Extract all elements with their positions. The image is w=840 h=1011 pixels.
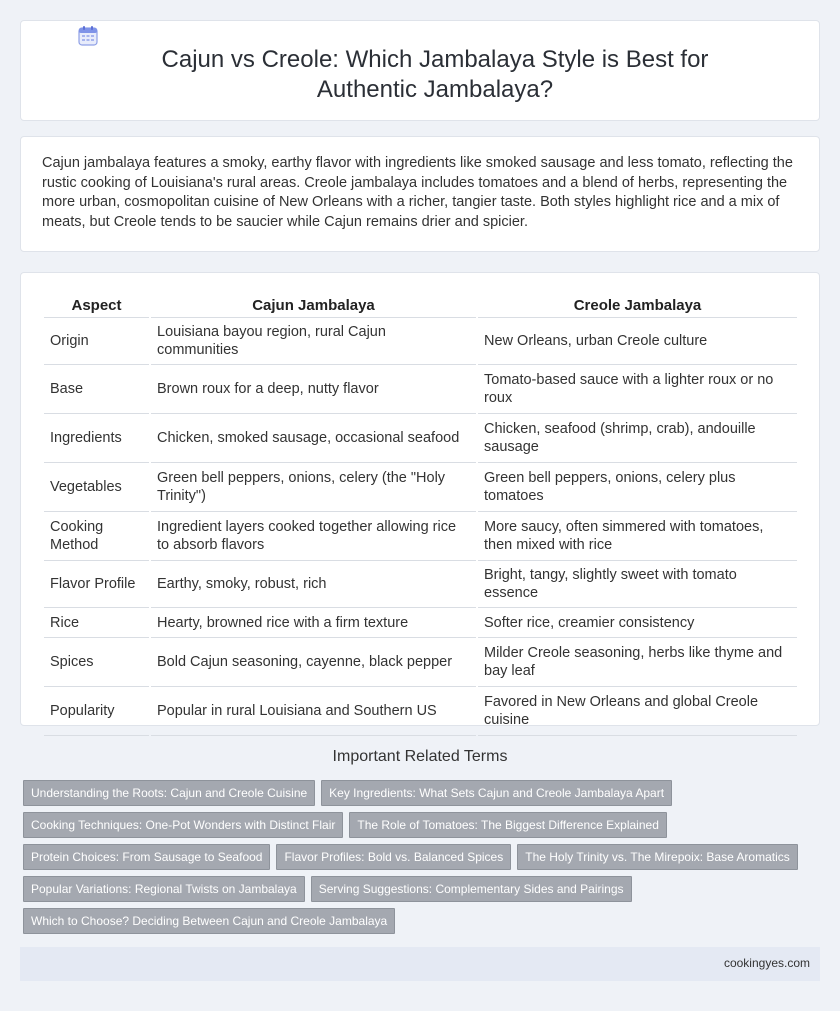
- header-card: [20, 20, 820, 121]
- table-cell: Popular in rural Louisiana and Southern US: [151, 687, 476, 736]
- related-tag[interactable]: Key Ingredients: What Sets Cajun and Creole Jambalaya Apart: [321, 780, 672, 806]
- table-cell: Milder Creole seasoning, herbs like thyme and bay leaf: [478, 638, 797, 687]
- table-row: [44, 608, 797, 638]
- table-cell: Brown roux for a deep, nutty flavor: [151, 365, 476, 414]
- table-cell: Chicken, smoked sausage, occasional seafood: [151, 414, 476, 463]
- table-cell: Flavor Profile: [44, 561, 149, 608]
- table-row: [44, 638, 797, 687]
- table-cell: Hearty, browned rice with a firm texture: [151, 608, 476, 638]
- related-tag[interactable]: Protein Choices: From Sausage to Seafood: [23, 844, 270, 870]
- table-row: [44, 318, 797, 365]
- table-cell: Ingredients: [44, 414, 149, 463]
- tag-row: [23, 908, 803, 940]
- table-cell: Ingredient layers cooked together allowing rice to absorb flavors: [151, 512, 476, 561]
- table-cell: New Orleans, urban Creole culture: [478, 318, 797, 365]
- table-row: [44, 463, 797, 512]
- table-cell: Green bell peppers, onions, celery plus tomatoes: [478, 463, 797, 512]
- table-cell: Vegetables: [44, 463, 149, 512]
- related-tag[interactable]: Understanding the Roots: Cajun and Creole Cuisine: [23, 780, 315, 806]
- table-cell: Origin: [44, 318, 149, 365]
- table-header-row: [44, 293, 797, 318]
- table-cell: Tomato-based sauce with a lighter roux or no roux: [478, 365, 797, 414]
- table-cell: Rice: [44, 608, 149, 638]
- table-cell: Chicken, seafood (shrimp, crab), andouille sausage: [478, 414, 797, 463]
- related-tag[interactable]: Flavor Profiles: Bold vs. Balanced Spices: [276, 844, 511, 870]
- table-cell: Cooking Method: [44, 512, 149, 561]
- tag-row: [23, 876, 803, 908]
- intro-paragraph: Cajun jambalaya features a smoky, earthy flavor with ingredients like smoked sausage and less tomato, reflecting the rustic cooking of Louisiana's rural areas. Creole jambalaya includes tomatoes and a blend of herbs, representing the more urban, cosmopolitan cuisine of New Orleans with a richer, tangier taste. Both styles highlight rice and a mix of meats, but Creole tends to be saucier while Cajun remains drier and spicier.: [42, 155, 793, 230]
- related-tags: [23, 780, 803, 940]
- table-cell: Bold Cajun seasoning, cayenne, black pepper: [151, 638, 476, 687]
- table-cell: Louisiana bayou region, rural Cajun communities: [151, 318, 476, 365]
- related-tag[interactable]: Which to Choose? Deciding Between Cajun and Creole Jambalaya: [23, 908, 395, 934]
- related-tag[interactable]: Serving Suggestions: Complementary Sides and Pairings: [311, 876, 632, 902]
- calendar-icon: [77, 25, 99, 47]
- title-row: [21, 45, 819, 105]
- related-terms-title: Important Related Terms: [332, 748, 508, 765]
- table-row: [44, 687, 797, 736]
- tag-row: [23, 780, 803, 812]
- table-cell: Base: [44, 365, 149, 414]
- table-cell: Earthy, smoky, robust, rich: [151, 561, 476, 608]
- footer-site-link[interactable]: cookingyes.com: [723, 956, 810, 970]
- table-cell: Popularity: [44, 687, 149, 736]
- table-cell: Favored in New Orleans and global Creole cuisine: [478, 687, 797, 736]
- related-tag[interactable]: The Role of Tomatoes: The Biggest Difference Explained: [349, 812, 667, 838]
- tag-row: [23, 844, 803, 876]
- table-row: [44, 365, 797, 414]
- header-cajun: Cajun Jambalaya: [151, 293, 476, 318]
- related-tag[interactable]: Popular Variations: Regional Twists on Jambalaya: [23, 876, 305, 902]
- footer: [20, 947, 820, 981]
- header-aspect: Aspect: [44, 293, 149, 318]
- header-creole: Creole Jambalaya: [478, 293, 797, 318]
- related-tag[interactable]: Cooking Techniques: One-Pot Wonders with Distinct Flair: [23, 812, 343, 838]
- related-tag[interactable]: The Holy Trinity vs. The Mirepoix: Base Aromatics: [517, 844, 798, 870]
- tag-row: [23, 812, 803, 844]
- table-row: [44, 561, 797, 608]
- intro-card: [20, 136, 820, 252]
- table-cell: More saucy, often simmered with tomatoes, then mixed with rice: [478, 512, 797, 561]
- table-cell: Green bell peppers, onions, celery (the "Holy Trinity"): [151, 463, 476, 512]
- comparison-card: [20, 272, 820, 726]
- table-row: [44, 414, 797, 463]
- page-title: Cajun vs Creole: Which Jambalaya Style is Best for Authentic Jambalaya?: [161, 46, 709, 103]
- comparison-table: [42, 293, 799, 736]
- table-row: [44, 512, 797, 561]
- table-cell: Softer rice, creamier consistency: [478, 608, 797, 638]
- table-cell: Bright, tangy, slightly sweet with tomato essence: [478, 561, 797, 608]
- table-cell: Spices: [44, 638, 149, 687]
